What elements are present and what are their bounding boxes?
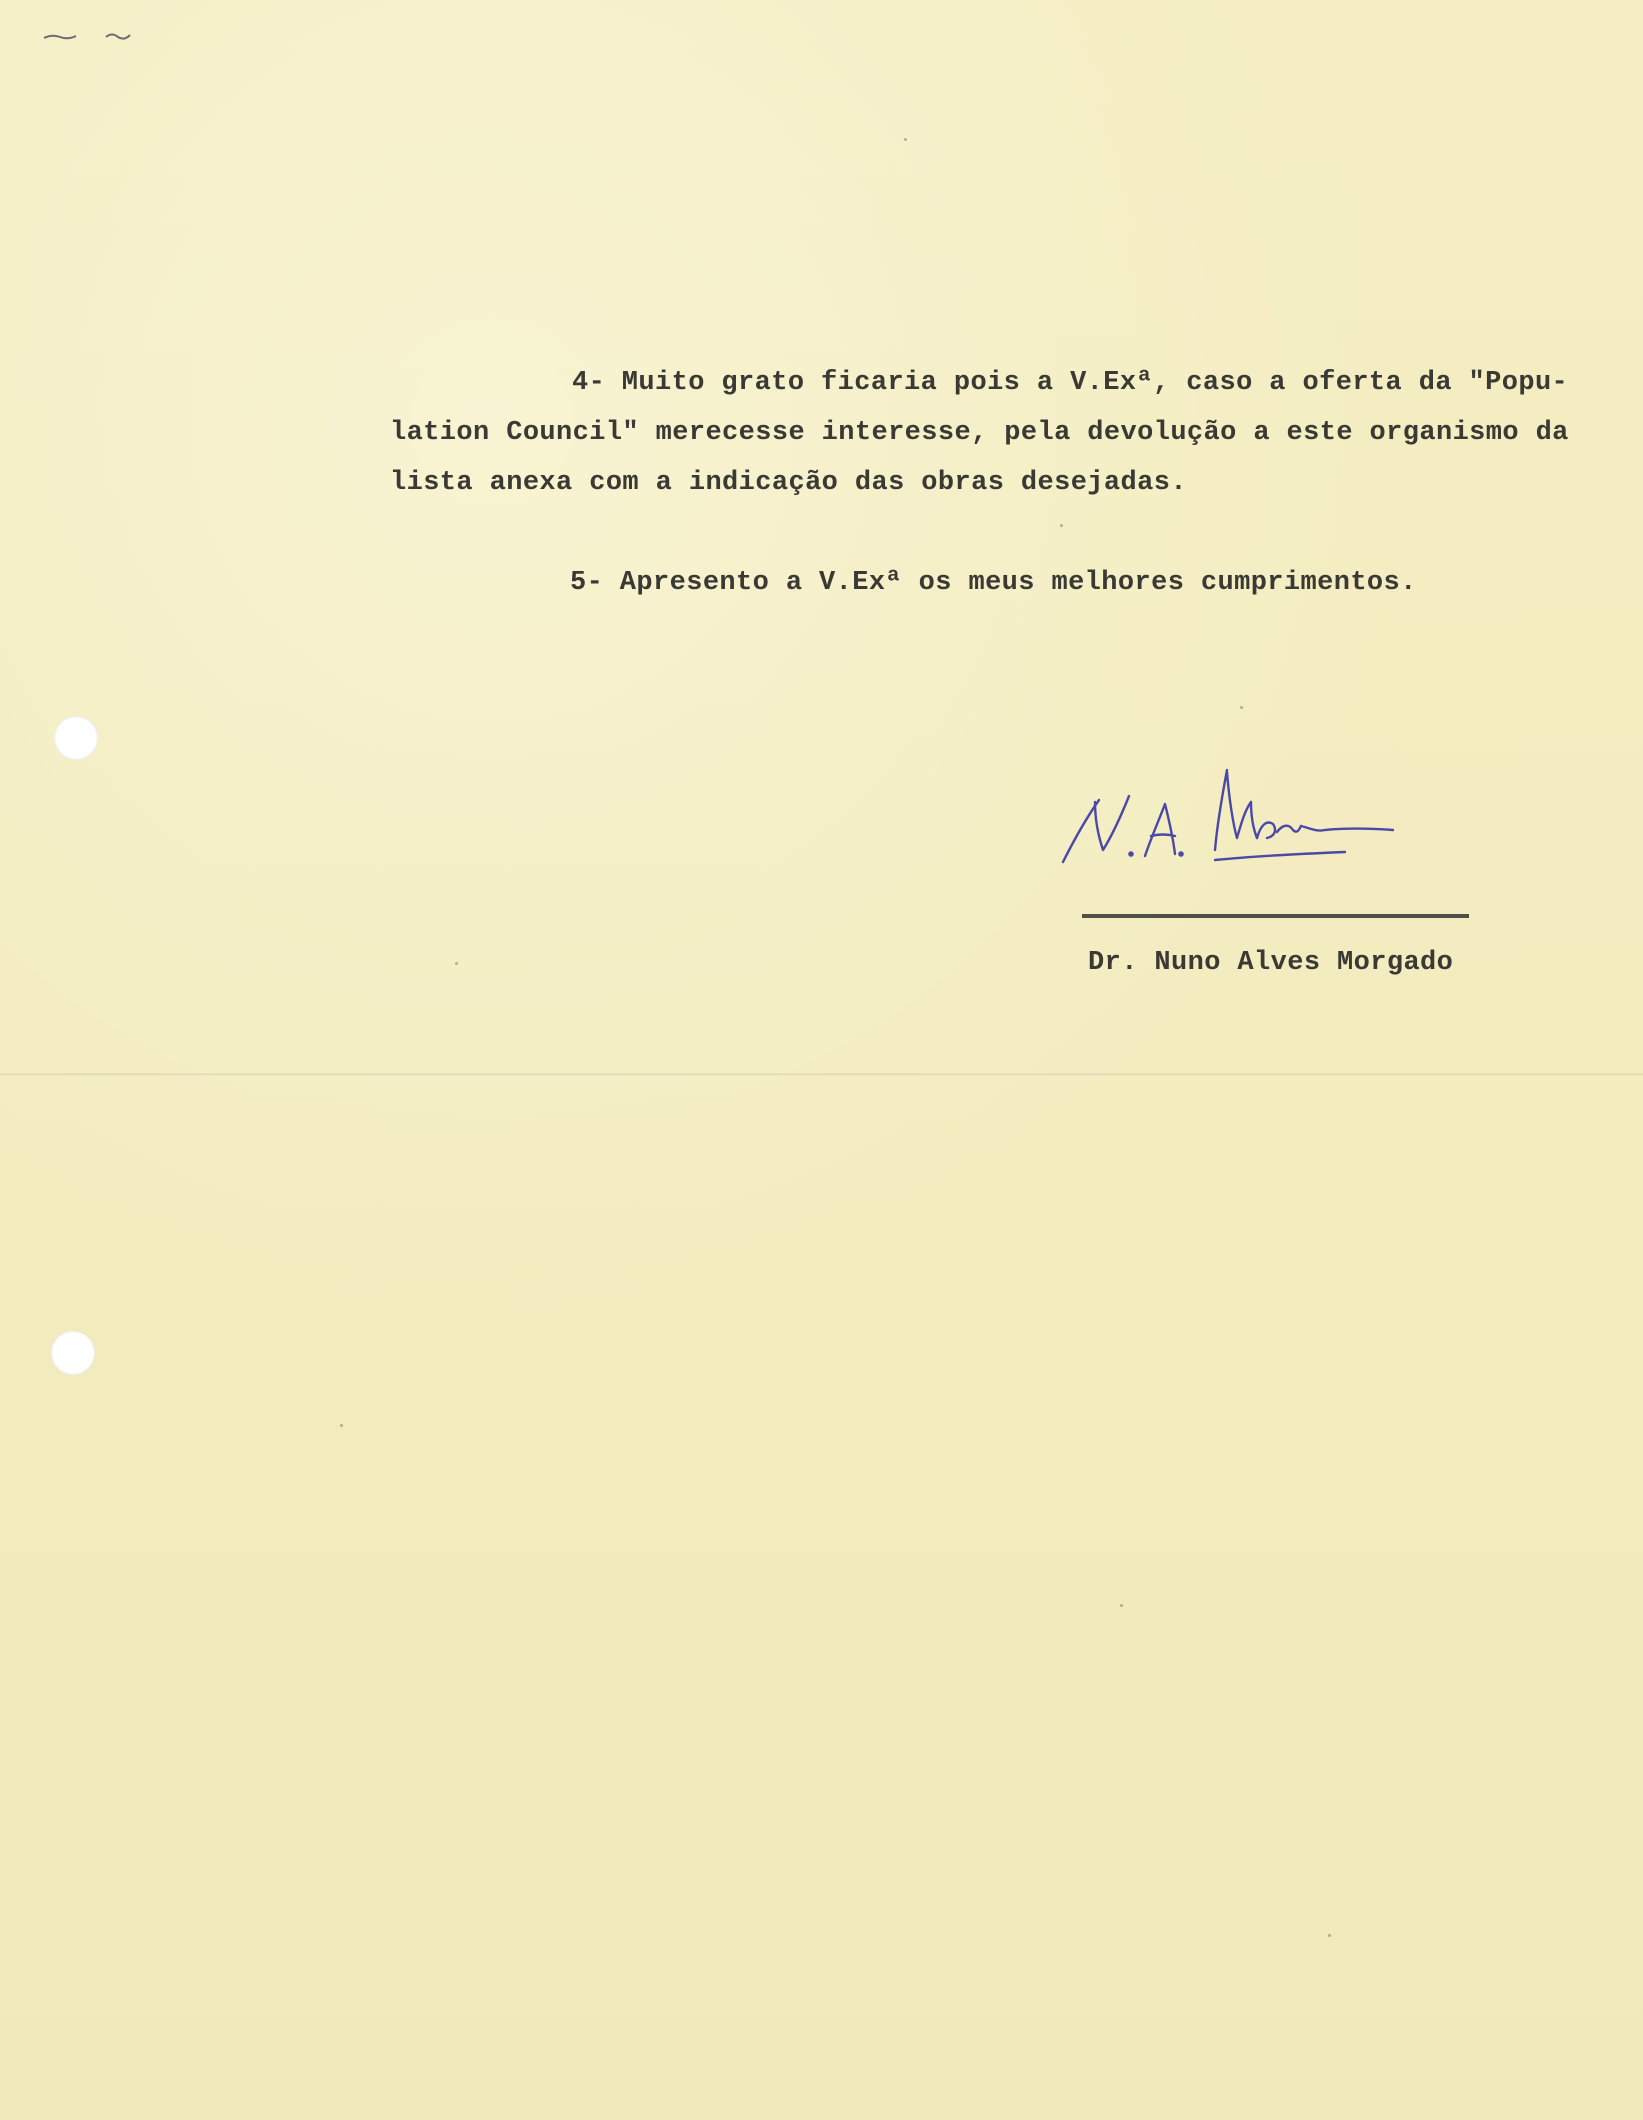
pencil-mark xyxy=(42,28,142,44)
punch-hole-bottom xyxy=(51,1331,95,1375)
handwritten-signature xyxy=(1055,758,1415,878)
paper-speck xyxy=(455,962,458,965)
paper-speck xyxy=(1060,524,1063,527)
paragraph-4 xyxy=(390,358,1569,508)
paragraph-5: 5- Apresento a V.Exª os meus melhores cumprimentos. xyxy=(570,568,1417,598)
paper-speck xyxy=(1328,1934,1331,1937)
paragraph-4-line-1: 4- Muito grato ficaria pois a V.Exª, caso a oferta da "Popu- xyxy=(572,368,1569,398)
punch-hole-top xyxy=(54,716,98,760)
paper-speck xyxy=(340,1424,343,1427)
signer-name: Dr. Nuno Alves Morgado xyxy=(1088,948,1454,978)
paper-speck xyxy=(904,138,907,141)
paragraph-4-line-2: lation Council" merecesse interesse, pela devolução a este organismo da xyxy=(390,418,1569,448)
paper-speck xyxy=(1240,706,1243,709)
signature-line xyxy=(1082,914,1469,918)
paper-fold-line xyxy=(0,1073,1643,1076)
paragraph-4-line-3: lista anexa com a indicação das obras desejadas. xyxy=(390,468,1187,498)
paper-speck xyxy=(1120,1604,1123,1607)
